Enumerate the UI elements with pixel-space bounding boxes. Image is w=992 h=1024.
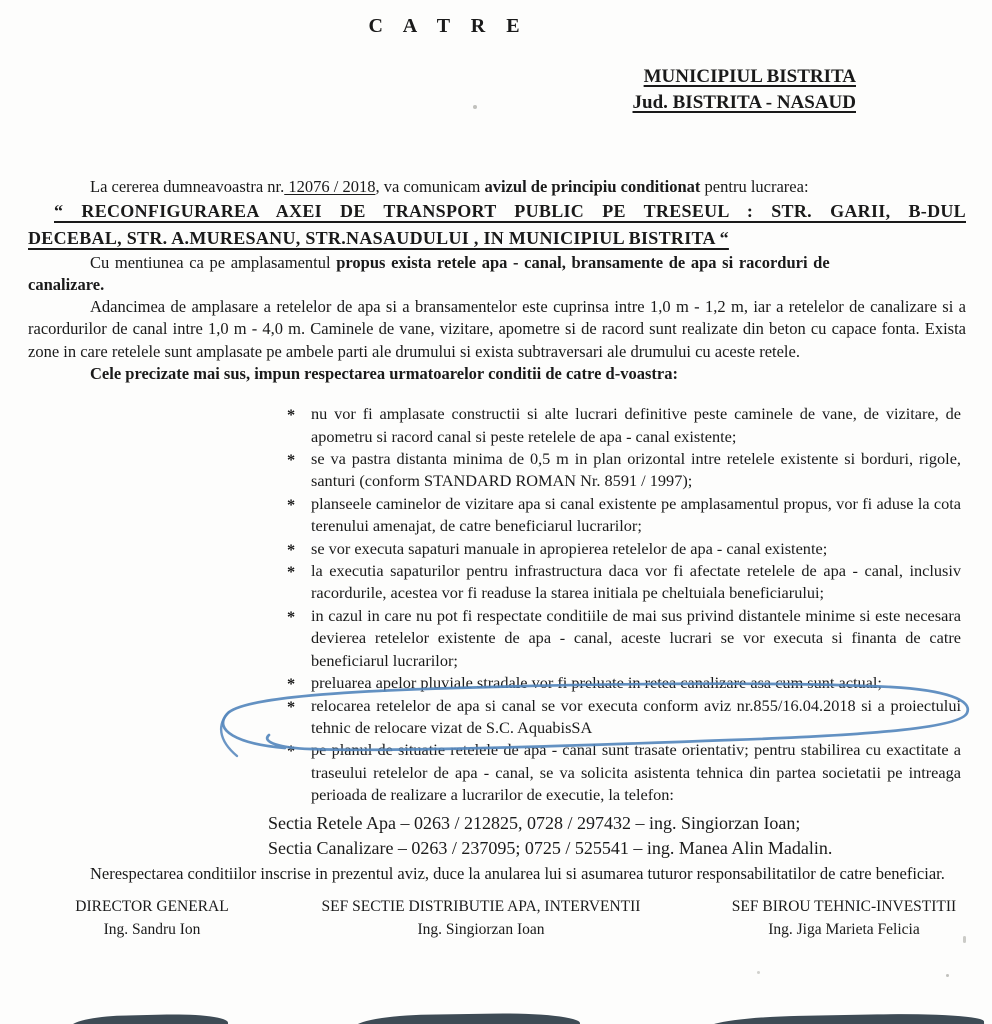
contact-water-section: Sectia Retele Apa – 0263 / 212825, 0728 / 297432 – ing. Singiorzan Ioan; — [268, 812, 801, 833]
scan-speck — [946, 974, 949, 977]
signature-block — [16, 897, 980, 939]
recipient-county: Jud. BISTRITA - NASAUD — [632, 92, 856, 113]
request-number: 12076 / 2018 — [284, 177, 376, 196]
depth-paragraph: Adancimea de amplasare a retelelor de apa si a bransamentelor este cuprinsa intre 1,0 m - 1,2 m, iar a retelelor de canalizare si a racordurilor de canal intre 1,0 m - 4,0 m. Caminele de vane, vizitare, apometre si de racord sunt realizate din beton cu capace fonta. Exista zone in care retelele sunt amplasate pe ambele parti ale drumului si exista subtraversari ale drumului cu aceste retele. — [28, 297, 966, 361]
signature-title: SEF BIROU TEHNIC-INVESTITII — [731, 897, 957, 915]
intro-tail: pentru lucrarea: — [700, 177, 809, 196]
asterisk-bullet: * — [287, 674, 296, 694]
intro-after-number: , va comunicam — [375, 177, 485, 196]
signature-ink-smudge — [354, 1012, 580, 1024]
condition-item: * in cazul in care nu pot fi respectate conditiile de mai sus privind distantele minime si este necesara devierea retelelor existente de apa - canal, aceste lucrari se vor executa si finanta de catre beneficiarul lucrarilor; — [287, 605, 961, 670]
asterisk-bullet: * — [287, 562, 296, 582]
signature-sef-sectie — [288, 897, 674, 939]
conditions-list — [285, 403, 961, 806]
scan-speck — [473, 105, 477, 109]
condition-item: * la executia sapaturilor pentru infrastructura daca vor fi afectate retelele de apa - canal, inclusiv racordurile, acestea vor fi readuse la starea initiala pe cheltuiala beneficiarului; — [287, 561, 961, 603]
condition-item: * se vor executa sapaturi manuale in apropierea retelelor de apa - canal existente; — [285, 538, 961, 560]
asterisk-bullet: * — [287, 494, 296, 514]
mention-bold: propus exista retele apa - canal, bransamente de apa si racorduri de — [336, 253, 830, 272]
asterisk-bullet: * — [287, 405, 296, 425]
signature-title: DIRECTOR GENERAL — [75, 897, 229, 915]
mention-bold-continuation: canalizare. — [28, 275, 105, 294]
condition-item: * preluarea apelor pluviale stradale vor fi preluate in retea canalizare asa cum sunt actual; — [285, 672, 961, 694]
mention-normal: Cu mentiunea ca pe amplasamentul — [90, 253, 337, 272]
conditions-intro: Cele precizate mai sus, impun respectarea urmatoarelor conditii de catre d-voastra: — [90, 364, 678, 384]
condition-item: * se va pastra distanta minima de 0,5 m in plan orizontal intre retelele existente si borduri, rigole, santuri (conform STANDARD ROMAN Nr. 8591 / 1997); — [287, 449, 961, 491]
condition-item: * nu vor fi amplasate constructii si alte lucrari definitive peste caminele de vane, de vizitare, de apometru si racord canal si peste retelele de apa - canal existente; — [287, 404, 961, 446]
scan-speck — [757, 971, 760, 974]
condition-item: * pe planul de situatie retelele de apa - canal sunt trasate orientativ; pentru stabilirea cu exactitate a traseului retelelor de apa - canal, se va solicita asistenta tehnica din partea societatii pe intreaga perioada de realizare a lucrarilor de executie, la telefon: — [287, 740, 961, 805]
signature-ink-smudge — [708, 1012, 984, 1024]
recipient-block — [0, 64, 856, 116]
work-title-line1: “ RECONFIGURAREA AXEI DE TRANSPORT PUBLIC PE TRESEUL : STR. GARII, B-DUL — [54, 201, 966, 221]
signature-name: Ing. Jiga Marieta Felicia — [768, 920, 920, 938]
work-title — [28, 198, 966, 252]
asterisk-bullet: * — [287, 696, 296, 716]
condition-item-circled: * relocarea retelelor de apa si canal se vor executa conform aviz nr.855/16.04.2018 si a proiectului tehnic de relocare vizat de S.C. AquabisSA — [285, 695, 961, 740]
asterisk-bullet: * — [287, 450, 296, 470]
contact-sewer-section: Sectia Canalizare – 0263 / 237095; 0725 / 525541 – ing. Manea Alin Madalin. — [268, 837, 833, 858]
condition-item: * planseele caminelor de vizitare apa si canal existente pe amplasamentul propus, vor fi aduse la cota terenului amenajat, de catre beneficiarul lucrarilor; — [287, 493, 961, 536]
asterisk-bullet: * — [287, 606, 296, 626]
signature-name: Ing. Singiorzan Ioan — [417, 920, 545, 938]
signature-ink-smudge — [70, 1013, 228, 1024]
intro-paragraph — [28, 176, 966, 198]
signature-name: Ing. Sandru Ion — [103, 920, 201, 938]
asterisk-bullet: * — [287, 539, 296, 559]
recipient-municipality: MUNICIPIUL BISTRITA — [643, 66, 856, 87]
signature-director-general — [16, 897, 288, 939]
closing-paragraph: Nerespectarea conditiilor inscrise in prezentul aviz, duce la anularea lui si asumarea tuturor responsabilitatilor de catre beneficiar. — [90, 863, 945, 883]
asterisk-bullet: * — [287, 741, 296, 761]
contact-phone-lines — [28, 811, 966, 861]
mention-paragraph — [28, 252, 966, 296]
signature-sef-birou — [674, 897, 980, 939]
work-title-line2: DECEBAL, STR. A.MURESANU, STR.NASAUDULUI , IN MUNICIPIUL BISTRITA “ — [28, 228, 729, 248]
signature-title: SEF SECTIE DISTRIBUTIE APA, INTERVENTII — [321, 897, 641, 915]
intro-emphasis: avizul de principiu conditionat — [484, 177, 701, 196]
intro-lead: La cererea dumneavoastra nr. — [90, 177, 285, 196]
scan-speck — [963, 936, 966, 943]
salutation-title: C A T R E — [368, 15, 528, 37]
